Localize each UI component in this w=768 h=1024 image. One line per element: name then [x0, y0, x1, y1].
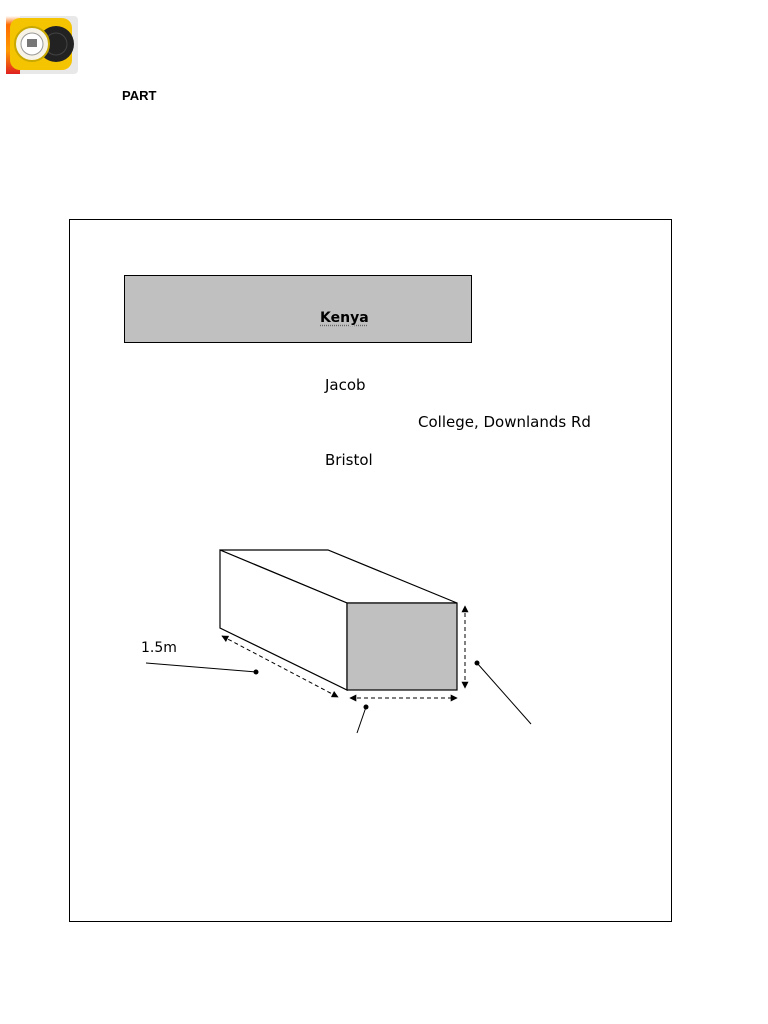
width-leader-line [357, 707, 366, 733]
height-leader-line [477, 663, 531, 724]
address-line-city: Bristol [325, 451, 373, 469]
part-heading: PART [122, 88, 157, 103]
length-leader-line [146, 663, 256, 672]
box-end-face [347, 603, 457, 690]
address-line-name: Jacob [325, 376, 366, 394]
country-name: Kenya [320, 310, 369, 326]
address-line-street: College, Downlands Rd [418, 413, 591, 431]
length-dimension-label: 1.5m [141, 640, 177, 656]
